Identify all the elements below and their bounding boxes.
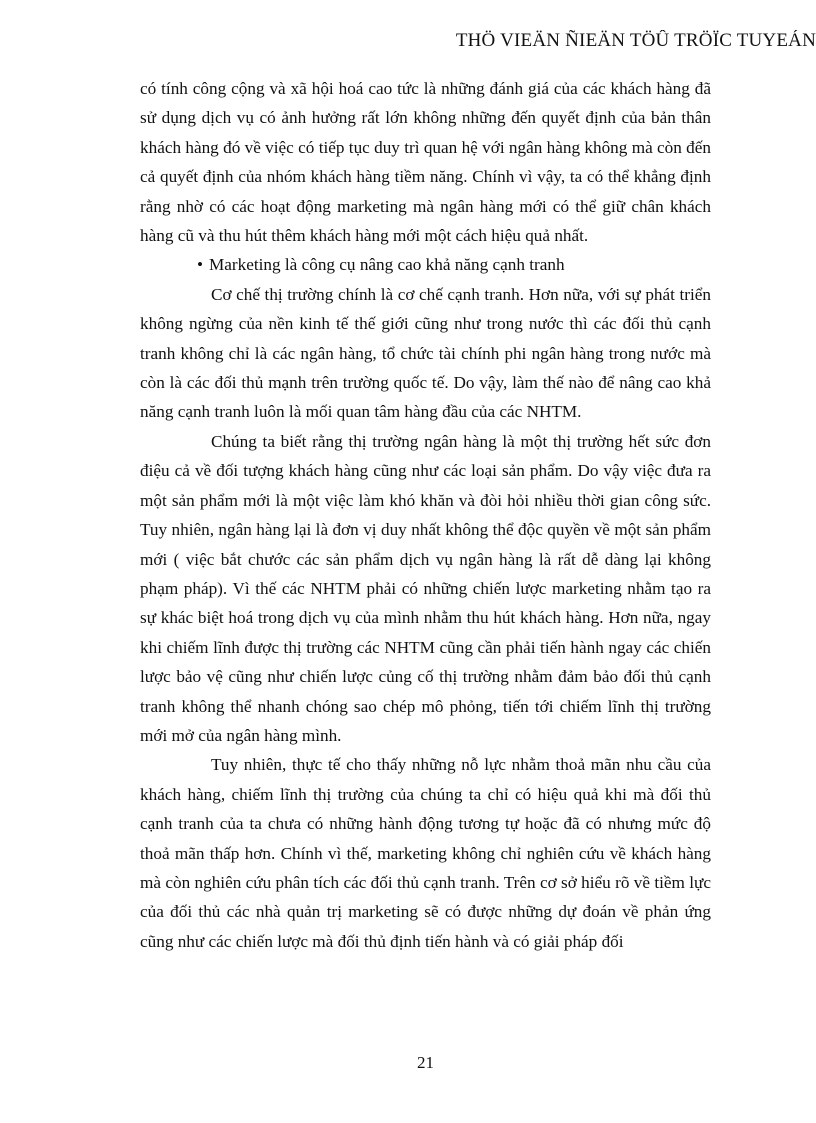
document-body (140, 74, 711, 956)
paragraph: Chúng ta biết rằng thị trường ngân hàng là một thị trường hết sức đơn điệu cả về đối tượng khách hàng cũng như các loại sản phẩm. Do vậy việc đưa ra một sản phẩm mới là một việc làm khó khăn và đòi hỏi nhiều thời gian công sức. Tuy nhiên, ngân hàng lại là đơn vị duy nhất không thể độc quyền về một sản phẩm mới ( việc bắt chước các sản phẩm dịch vụ ngân hàng là rất dễ dàng lại không phạm pháp). Vì thế các NHTM phải có những chiến lược marketing nhằm tạo ra sự khác biệt hoá trong dịch vụ của mình nhằm thu hút khách hàng. Hơn nữa, ngay khi chiếm lĩnh được thị trường các NHTM cũng cần phải tiến hành ngay các chiến lược bảo vệ cũng như chiến lược củng cố thị trường nhằm đảm bảo đối thủ cạnh tranh không thể nhanh chóng sao chép mô phỏng, tiến tới chiếm lĩnh thị trường mới mở của ngân hàng mình. (140, 431, 711, 745)
header-title: THÖ VIEÄN ÑIEÄN TÖÛ TRÖÏC TUYEÁN (455, 30, 816, 51)
bullet-heading-text: Marketing là công cụ nâng cao khả năng cạnh tranh (209, 255, 565, 275)
paragraph: Cơ chế thị trường chính là cơ chế cạnh tranh. Hơn nữa, với sự phát triển không ngừng của nền kinh tế thế giới cũng như trong nước thì các đối thủ cạnh tranh không chỉ là các ngân hàng, tổ chức tài chính phi ngân hàng trong nước mà còn là các đối thủ mạnh trên trường quốc tế. Do vậy, làm thế nào để nâng cao khả năng cạnh tranh luôn là mối quan tâm hàng đầu của các NHTM. (140, 284, 711, 422)
page-header (296, 30, 816, 52)
paragraph: Tuy nhiên, thực tế cho thấy những nỗ lực nhằm thoả mãn nhu cầu của khách hàng, chiếm lĩnh thị trường của chúng ta chỉ có hiệu quả khi mà đối thủ cạnh tranh của ta chưa có những hành động tương tự hoặc đã có nhưng mức độ thoả mãn thấp hơn. Chính vì thế, marketing không chỉ nghiên cứu về khách hàng mà còn nghiên cứu phân tích các đối thủ cạnh tranh. Trên cơ sở hiểu rõ về tiềm lực của đối thủ các nhà quản trị marketing sẽ có được những dự đoán về phản ứng cũng như các chiến lược mà đối thủ định tiến hành và có giải pháp đối (140, 755, 711, 951)
paragraph-continuation: có tính công cộng và xã hội hoá cao tức là những đánh giá của các khách hàng đã sử dụng dịch vụ có ảnh hưởng rất lớn không những đến quyết định của bản thân khách hàng đó về việc có tiếp tục duy trì quan hệ với ngân hàng không mà còn đến cả quyết định của nhóm khách hàng tiềm năng. Chính vì vậy, ta có thể khẳng định rằng nhờ có các hoạt động marketing mà ngân hàng mới có thể giữ chân khách hàng cũ và thu hút thêm khách hàng mới một cách hiệu quả nhất. (140, 79, 711, 246)
page-number: 21 (417, 1053, 434, 1072)
bullet-heading (140, 250, 711, 279)
bullet-icon: • (197, 255, 204, 275)
page-footer (0, 1053, 816, 1073)
